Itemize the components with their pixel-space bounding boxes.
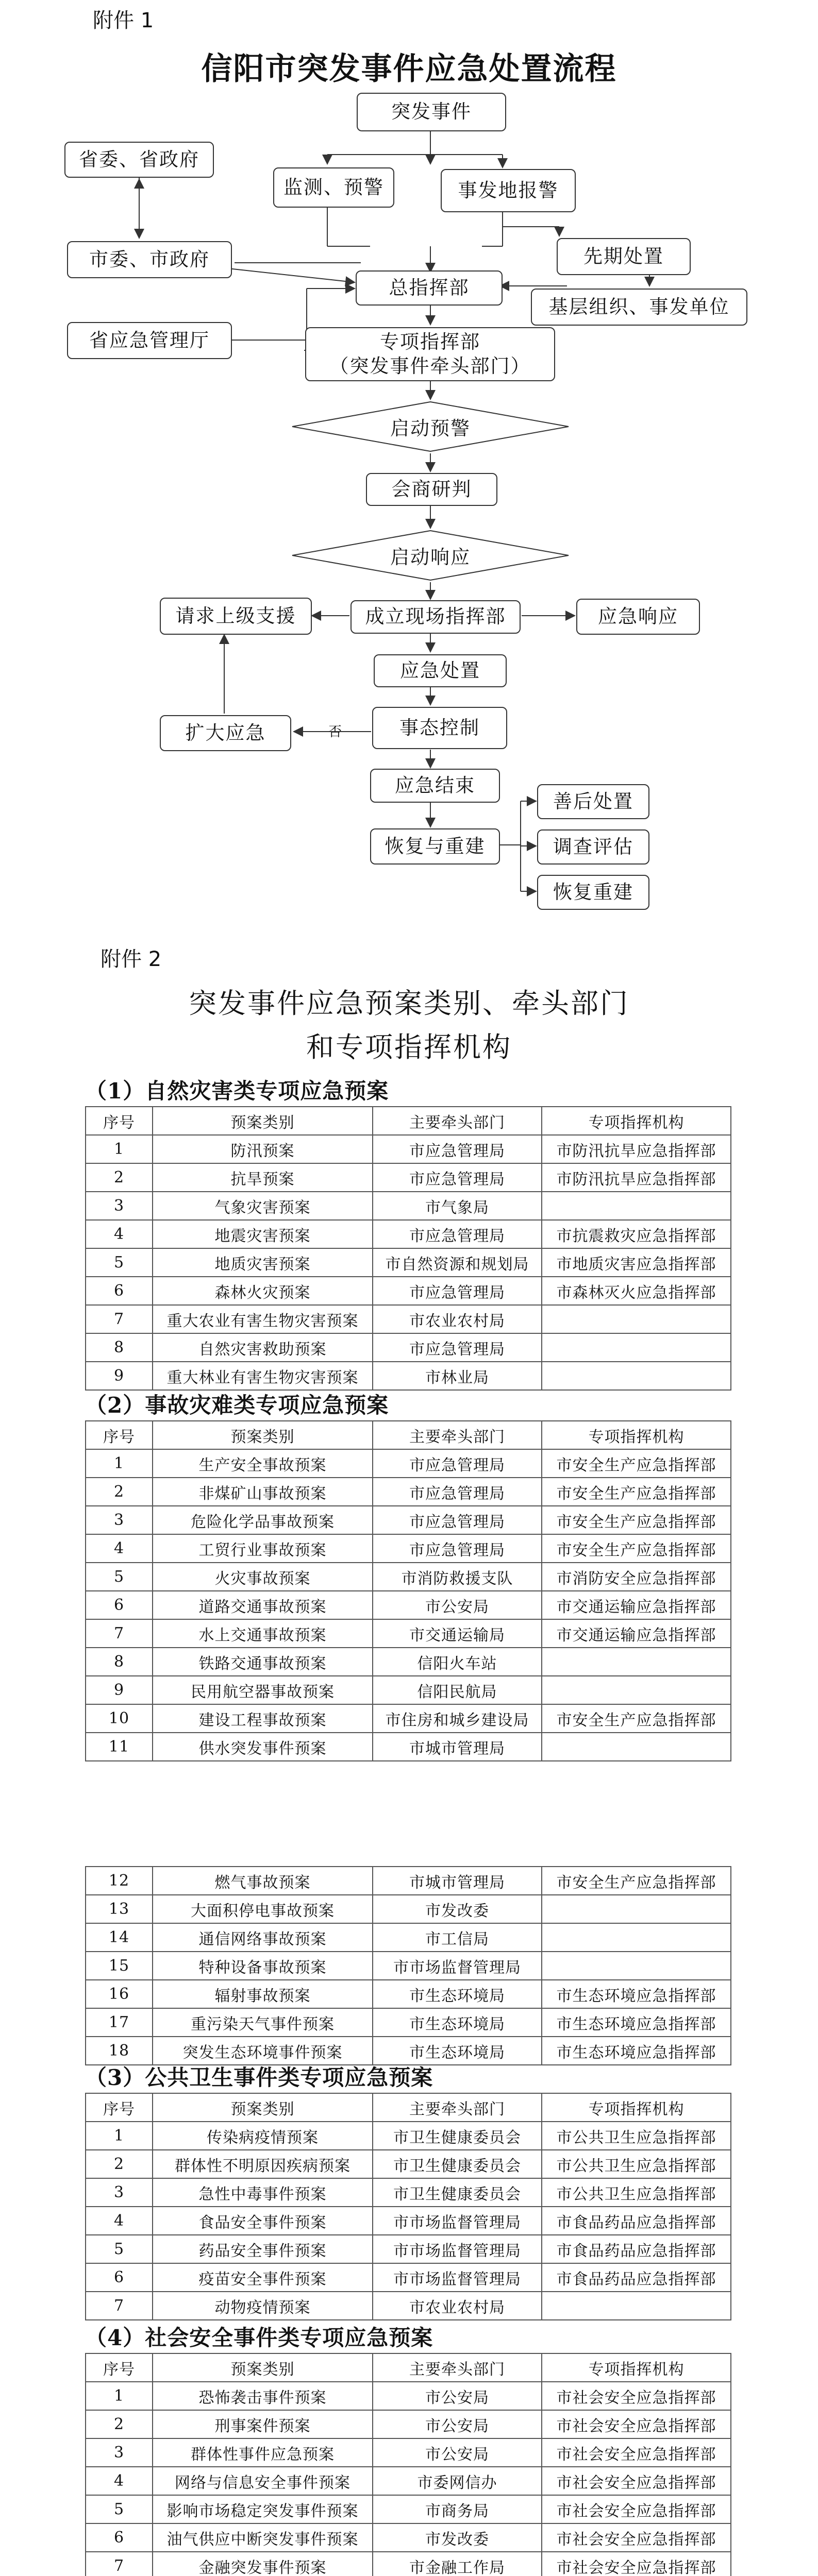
table-cell: 重大农业有害生物灾害预案 <box>153 1305 373 1333</box>
table-cell: 水上交通事故预案 <box>153 1619 373 1648</box>
table-cell: 市安全生产应急指挥部 <box>542 1506 731 1534</box>
table-cell <box>542 2292 731 2320</box>
table-cell: 市抗震救灾应急指挥部 <box>542 1220 731 1248</box>
table-cell: 市公共卫生应急指挥部 <box>542 2150 731 2178</box>
table-cell: 1 <box>86 1449 153 1478</box>
header-cell: 专项指挥机构 <box>542 2353 731 2382</box>
node-report: 事发地报警 <box>441 169 576 212</box>
table-header-row <box>86 1107 731 1135</box>
node-command: 总指挥部 <box>356 270 503 306</box>
table-row <box>86 2150 731 2178</box>
table-cell: 市公安局 <box>373 1591 542 1619</box>
table-cell: 5 <box>86 2495 153 2523</box>
table-cell: 辐射事故预案 <box>153 1980 373 2008</box>
table-cell: 市市场监督管理局 <box>373 2207 542 2235</box>
table-cell: 市安全生产应急指挥部 <box>542 1449 731 1478</box>
table-cell: 4 <box>86 1534 153 1563</box>
table-cell: 铁路交通事故预案 <box>153 1648 373 1676</box>
attachment-2-label: 附件 2 <box>101 947 162 971</box>
table-cell: 市生态环境应急指挥部 <box>542 1980 731 2008</box>
table-cell: 5 <box>86 1248 153 1277</box>
table-cell: 油气供应中断突发事件预案 <box>153 2523 373 2552</box>
table-cell: 市安全生产应急指挥部 <box>542 1704 731 1733</box>
table-cell: 2 <box>86 2150 153 2178</box>
table-cell: 8 <box>86 1333 153 1362</box>
table-cell: 4 <box>86 2207 153 2235</box>
table-cell: 5 <box>86 2235 153 2263</box>
table-row <box>86 1333 731 1362</box>
table-cell: 市应急管理局 <box>373 1333 542 1362</box>
table-cell: 市金融工作局 <box>373 2552 542 2576</box>
table-cell: 恐怖袭击事件预案 <box>153 2382 373 2410</box>
table-row <box>86 1135 731 1163</box>
table-cell <box>542 1362 731 1390</box>
table-cell: 16 <box>86 1980 153 2008</box>
table-cell: 自然灾害救助预案 <box>153 1333 373 1362</box>
table-cell: 市交通运输应急指挥部 <box>542 1619 731 1648</box>
table-cell: 食品安全事件预案 <box>153 2207 373 2235</box>
table-row <box>86 1923 731 1952</box>
table-cell: 通信网络事故预案 <box>153 1923 373 1952</box>
table-row <box>86 2178 731 2207</box>
node-disposal: 应急处置 <box>374 654 507 687</box>
table-cell: 14 <box>86 1923 153 1952</box>
table-cell: 突发生态环境事件预案 <box>153 2037 373 2065</box>
table-row <box>86 2552 731 2576</box>
table-cell: 市农业农村局 <box>373 2292 542 2320</box>
table-cell: 18 <box>86 2037 153 2065</box>
table-cell: 市委网信办 <box>373 2467 542 2495</box>
table-row <box>86 2122 731 2150</box>
table-cell: 2 <box>86 2410 153 2438</box>
table-cell: 市卫生健康委员会 <box>373 2178 542 2207</box>
table-cell: 7 <box>86 1305 153 1333</box>
table-cell: 市市场监督管理局 <box>373 2263 542 2292</box>
node-site: 成立现场指挥部 <box>350 600 521 634</box>
table-row <box>86 1449 731 1478</box>
table-row <box>86 1733 731 1761</box>
table-cell: 市气象局 <box>373 1192 542 1220</box>
node-request: 请求上级支援 <box>160 598 312 635</box>
table-cell: 急性中毒事件预案 <box>153 2178 373 2207</box>
table-cell: 3 <box>86 2438 153 2467</box>
table-cell: 市社会安全应急指挥部 <box>542 2467 731 2495</box>
table-row <box>86 1704 731 1733</box>
table-cell: 市市场监督管理局 <box>373 2235 542 2263</box>
table-cell: 市应急管理局 <box>373 1163 542 1192</box>
table-row <box>86 1619 731 1648</box>
table-row <box>86 2467 731 2495</box>
table-cell: 市城市管理局 <box>373 1733 542 1761</box>
table-cell: 市公安局 <box>373 2410 542 2438</box>
table-row <box>86 2235 731 2263</box>
table-cell: 市应急管理局 <box>373 1135 542 1163</box>
table-row <box>86 1362 731 1390</box>
table-cell: 火灾事故预案 <box>153 1563 373 1591</box>
table-cell: 金融突发事件预案 <box>153 2552 373 2576</box>
table-cell: 市工信局 <box>373 1923 542 1952</box>
table-row <box>86 1163 731 1192</box>
table-cell: 市卫生健康委员会 <box>373 2150 542 2178</box>
table-cell: 信阳火车站 <box>373 1648 542 1676</box>
node-recovery: 恢复与重建 <box>370 828 500 865</box>
table-cell: 市食品药品应急指挥部 <box>542 2235 731 2263</box>
table-cell <box>542 1733 731 1761</box>
table-cell: 市发改委 <box>373 2523 542 2552</box>
tables-title-line1: 突发事件应急预案类别、牵头部门 <box>189 987 629 1020</box>
table-cell: 市生态环境局 <box>373 2008 542 2037</box>
table-cell <box>542 1923 731 1952</box>
table-cell: 市卫生健康委员会 <box>373 2122 542 2150</box>
node-consult: 会商研判 <box>366 473 497 506</box>
table-cell: 市应急管理局 <box>373 1534 542 1563</box>
table-cell: 非煤矿山事故预案 <box>153 1478 373 1506</box>
table-cell: 2 <box>86 1163 153 1192</box>
table-cell: 市安全生产应急指挥部 <box>542 1478 731 1506</box>
table-cell: 地震灾害预案 <box>153 1220 373 1248</box>
table-cell: 建设工程事故预案 <box>153 1704 373 1733</box>
table-cell: 1 <box>86 2122 153 2150</box>
table-row <box>86 1305 731 1333</box>
table-cell: 重大林业有害生物灾害预案 <box>153 1362 373 1390</box>
table-cell: 市安全生产应急指挥部 <box>542 1534 731 1563</box>
table-cell <box>542 1676 731 1704</box>
table-row <box>86 1220 731 1248</box>
table-cell: 燃气事故预案 <box>153 1867 373 1895</box>
table-cell: 10 <box>86 1704 153 1733</box>
table-cell: 市公共卫生应急指挥部 <box>542 2122 731 2150</box>
table-cell <box>542 1192 731 1220</box>
header-cell: 预案类别 <box>153 2353 373 2382</box>
table-cell: 8 <box>86 1648 153 1676</box>
table-cell: 市生态环境应急指挥部 <box>542 2037 731 2065</box>
node-early: 先期处置 <box>557 238 691 275</box>
table-cell <box>542 1333 731 1362</box>
table-cell: 市发改委 <box>373 1895 542 1923</box>
table-cell: 传染病疫情预案 <box>153 2122 373 2150</box>
table-cell: 4 <box>86 1220 153 1248</box>
table-row <box>86 2382 731 2410</box>
table-cell: 7 <box>86 1619 153 1648</box>
table-public-health <box>85 2093 731 2320</box>
table-cell: 市生态环境局 <box>373 2037 542 2065</box>
header-cell: 专项指挥机构 <box>542 2093 731 2122</box>
table-cell: 6 <box>86 1591 153 1619</box>
section-2-title: （2）事故灾难类专项应急预案 <box>85 1393 389 1418</box>
table-cell: 药品安全事件预案 <box>153 2235 373 2263</box>
table-cell: 市社会安全应急指挥部 <box>542 2410 731 2438</box>
table-cell <box>542 1305 731 1333</box>
table-row <box>86 1192 731 1220</box>
table-cell: 民用航空器事故预案 <box>153 1676 373 1704</box>
table-cell: 市应急管理局 <box>373 1220 542 1248</box>
table-row <box>86 1867 731 1895</box>
table-row <box>86 1676 731 1704</box>
table-cell: 信阳民航局 <box>373 1676 542 1704</box>
table-row <box>86 1980 731 2008</box>
node-aftermath: 善后处置 <box>537 784 649 819</box>
table-row <box>86 2292 731 2320</box>
table-cell: 市安全生产应急指挥部 <box>542 1867 731 1895</box>
table-row <box>86 1591 731 1619</box>
node-city: 市委、市政府 <box>67 241 232 278</box>
table-cell: 6 <box>86 2523 153 2552</box>
table-cell: 市交通运输局 <box>373 1619 542 1648</box>
table-cell: 特种设备事故预案 <box>153 1952 373 1980</box>
table-header-row <box>86 2353 731 2382</box>
table-cell: 森林火灾预案 <box>153 1277 373 1305</box>
table-cell: 市生态环境应急指挥部 <box>542 2008 731 2037</box>
node-end: 应急结束 <box>370 769 500 803</box>
header-cell: 专项指挥机构 <box>542 1107 731 1135</box>
table-cell: 重污染天气事件预案 <box>153 2008 373 2037</box>
table-cell: 刑事案件预案 <box>153 2410 373 2438</box>
node-expand: 扩大应急 <box>160 715 291 751</box>
header-cell: 主要牵头部门 <box>373 2353 542 2382</box>
table-cell: 市自然资源和规划局 <box>373 1248 542 1277</box>
section-3-title: （3）公共卫生事件类专项应急预案 <box>85 2065 433 2090</box>
header-cell: 预案类别 <box>153 1107 373 1135</box>
table-cell: 市住房和城乡建设局 <box>373 1704 542 1733</box>
table-cell: 工贸行业事故预案 <box>153 1534 373 1563</box>
table-cell: 市林业局 <box>373 1362 542 1390</box>
table-cell: 11 <box>86 1733 153 1761</box>
table-cell: 3 <box>86 1192 153 1220</box>
table-cell: 市城市管理局 <box>373 1867 542 1895</box>
table-cell: 市生态环境局 <box>373 1980 542 2008</box>
table-row <box>86 1248 731 1277</box>
table-cell: 6 <box>86 1277 153 1305</box>
table-cell: 防汛预案 <box>153 1135 373 1163</box>
table-cell <box>542 1895 731 1923</box>
table-cell: 6 <box>86 2263 153 2292</box>
section-4-title: （4）社会安全事件类专项应急预案 <box>85 2325 433 2350</box>
node-grassroots: 基层组织、事发单位 <box>531 289 747 326</box>
table-cell: 市农业农村局 <box>373 1305 542 1333</box>
diamond-label-warning: 启动预警 <box>390 417 471 439</box>
table-cell: 市地质灾害应急指挥部 <box>542 1248 731 1277</box>
table-cell: 市社会安全应急指挥部 <box>542 2438 731 2467</box>
diamond-label-response: 启动响应 <box>390 546 471 568</box>
table-cell: 7 <box>86 2292 153 2320</box>
node-emergency-resp: 应急响应 <box>576 599 700 635</box>
table-cell: 17 <box>86 2008 153 2037</box>
node-rebuild: 恢复重建 <box>537 875 649 910</box>
table-cell: 3 <box>86 2178 153 2207</box>
table-cell: 危险化学品事故预案 <box>153 1506 373 1534</box>
table-cell: 生产安全事故预案 <box>153 1449 373 1478</box>
no-label: 否 <box>328 724 342 740</box>
table-cell: 市防汛抗旱应急指挥部 <box>542 1135 731 1163</box>
table-row <box>86 2495 731 2523</box>
table-row <box>86 2263 731 2292</box>
table-row <box>86 1895 731 1923</box>
table-cell: 供水突发事件预案 <box>153 1733 373 1761</box>
header-cell: 主要牵头部门 <box>373 1421 542 1449</box>
table-row <box>86 2523 731 2552</box>
table-cell: 市食品药品应急指挥部 <box>542 2207 731 2235</box>
header-cell: 序号 <box>86 2353 153 2382</box>
table-cell: 7 <box>86 2552 153 2576</box>
section-1-title: （1）自然灾害类专项应急预案 <box>85 1078 389 1104</box>
table-cell <box>542 1952 731 1980</box>
table-row <box>86 2207 731 2235</box>
table-row <box>86 2438 731 2467</box>
table-social-security <box>85 2353 731 2576</box>
table-cell: 4 <box>86 2467 153 2495</box>
table-cell: 市应急管理局 <box>373 1478 542 1506</box>
node-special <box>305 327 555 381</box>
table-cell: 13 <box>86 1895 153 1923</box>
table-natural-disaster <box>85 1106 731 1391</box>
table-cell <box>542 1648 731 1676</box>
table-row <box>86 1478 731 1506</box>
table-cell: 市社会安全应急指挥部 <box>542 2552 731 2576</box>
table-cell: 市交通运输应急指挥部 <box>542 1591 731 1619</box>
table-accident <box>85 1420 731 1761</box>
table-cell: 市森林灭火应急指挥部 <box>542 1277 731 1305</box>
table-cell: 市应急管理局 <box>373 1506 542 1534</box>
table-header-row <box>86 1421 731 1449</box>
node-monitor: 监测、预警 <box>273 167 394 208</box>
table-header-row <box>86 2093 731 2122</box>
table-cell: 市社会安全应急指挥部 <box>542 2382 731 2410</box>
header-cell: 主要牵头部门 <box>373 1107 542 1135</box>
table-cell: 9 <box>86 1676 153 1704</box>
table-cell: 道路交通事故预案 <box>153 1591 373 1619</box>
table-cell: 市消防安全应急指挥部 <box>542 1563 731 1591</box>
node-event: 突发事件 <box>357 93 506 131</box>
table-cell: 15 <box>86 1952 153 1980</box>
table-cell: 2 <box>86 1478 153 1506</box>
table-cell: 影响市场稳定突发事件预案 <box>153 2495 373 2523</box>
table-cell: 9 <box>86 1362 153 1390</box>
table-cell: 疫苗安全事件预案 <box>153 2263 373 2292</box>
header-cell: 专项指挥机构 <box>542 1421 731 1449</box>
header-cell: 序号 <box>86 2093 153 2122</box>
header-cell: 序号 <box>86 1421 153 1449</box>
table-cell: 市社会安全应急指挥部 <box>542 2523 731 2552</box>
flowchart-title: 信阳市突发事件应急处置流程 <box>201 51 617 87</box>
table-row <box>86 1534 731 1563</box>
table-row <box>86 2410 731 2438</box>
header-cell: 主要牵头部门 <box>373 2093 542 2122</box>
header-cell: 序号 <box>86 1107 153 1135</box>
table-cell: 市应急管理局 <box>373 1449 542 1478</box>
table-cell: 市公共卫生应急指挥部 <box>542 2178 731 2207</box>
table-cell: 市公安局 <box>373 2382 542 2410</box>
table-cell: 网络与信息安全事件预案 <box>153 2467 373 2495</box>
table-cell: 市市场监督管理局 <box>373 1952 542 1980</box>
table-row <box>86 1648 731 1676</box>
node-evaluation: 调查评估 <box>537 829 649 865</box>
table-cell: 地质灾害预案 <box>153 1248 373 1277</box>
table-row <box>86 1506 731 1534</box>
table-row <box>86 1277 731 1305</box>
node-control: 事态控制 <box>372 707 507 749</box>
header-cell: 预案类别 <box>153 2093 373 2122</box>
table-cell: 1 <box>86 1135 153 1163</box>
table-cell: 市商务局 <box>373 2495 542 2523</box>
table-cell: 动物疫情预案 <box>153 2292 373 2320</box>
table-cell: 市社会安全应急指挥部 <box>542 2495 731 2523</box>
table-cell: 气象灾害预案 <box>153 1192 373 1220</box>
table-cell: 1 <box>86 2382 153 2410</box>
table-cell: 市应急管理局 <box>373 1277 542 1305</box>
table-cell: 大面积停电事故预案 <box>153 1895 373 1923</box>
table-row <box>86 2008 731 2037</box>
table-cell: 12 <box>86 1867 153 1895</box>
header-cell: 预案类别 <box>153 1421 373 1449</box>
table-cell: 市防汛抗旱应急指挥部 <box>542 1163 731 1192</box>
node-prov-emergency: 省应急管理厅 <box>67 322 232 359</box>
table-cell: 市食品药品应急指挥部 <box>542 2263 731 2292</box>
table-cell: 3 <box>86 1506 153 1534</box>
table-cell: 抗旱预案 <box>153 1163 373 1192</box>
table-cell: 5 <box>86 1563 153 1591</box>
attachment-1-label: 附件 1 <box>93 9 154 32</box>
table-cell: 市公安局 <box>373 2438 542 2467</box>
table-row <box>86 1952 731 1980</box>
table-cell: 群体性不明原因疾病预案 <box>153 2150 373 2178</box>
table-cell: 群体性事件应急预案 <box>153 2438 373 2467</box>
special-line2: （突发事件牵头部门） <box>329 354 531 377</box>
table-cell: 市消防救援支队 <box>373 1563 542 1591</box>
table-accident-continued <box>85 1866 731 2065</box>
node-province: 省委、省政府 <box>64 142 214 178</box>
special-line1: 专项指挥部 <box>380 331 480 353</box>
table-row <box>86 1563 731 1591</box>
tables-title-line2: 和专项指挥机构 <box>306 1031 512 1063</box>
